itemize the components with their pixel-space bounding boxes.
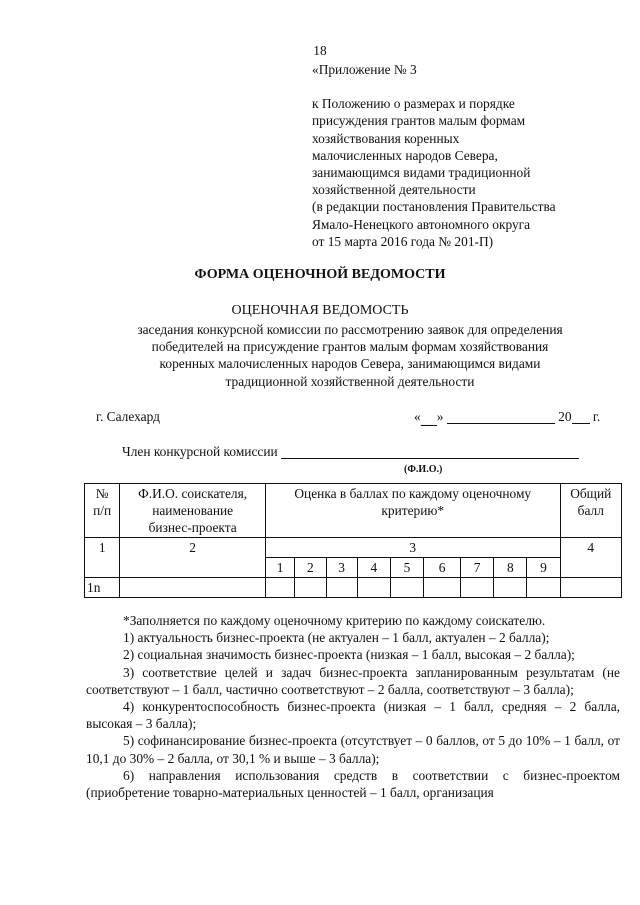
criterion-9: 9 — [527, 558, 560, 578]
criterion-note: 1) актуальность бизнес-проекта (не актуален – 1 балл, актуален – 2 балла); — [123, 630, 550, 646]
doc-subtitle — [60, 321, 640, 390]
year-suffix: г. — [592, 409, 601, 424]
appendix-line: (в редакции постановления Правительства — [312, 199, 556, 215]
page-number: 18 — [313, 43, 327, 58]
appendix-line: малочисленных народов Севера, — [312, 147, 498, 163]
criterion-7: 7 — [461, 558, 494, 578]
criterion-note: 5) софинансирование бизнес-проекта (отсутствует – 0 баллов, от 5 до 10% – 1 балл, от 10,1 до 30% – 2 балла, от 30,1 % и выше – 3 балла); — [86, 733, 620, 766]
appendix-line: присуждения грантов малым формам — [312, 113, 526, 129]
criterion-6: 6 — [424, 558, 461, 578]
appendix-line: хозяйственной деятельности — [312, 182, 476, 198]
form-title: ФОРМА ОЦЕНОЧНОЙ ВЕДОМОСТИ — [194, 267, 446, 282]
date-line — [414, 408, 600, 426]
appendix-line: от 15 марта 2016 года № 201-П) — [312, 233, 494, 249]
table-header-row — [85, 484, 622, 538]
column-number-row — [85, 538, 622, 558]
header-total: Общий балл — [560, 484, 621, 538]
city-label: г. Салехард — [96, 409, 160, 424]
appendix-line: хозяйствования коренных — [312, 130, 460, 146]
row-score-cell — [390, 578, 423, 598]
row-score-cell — [265, 578, 294, 598]
col-number-2: 2 — [120, 538, 266, 578]
row-number: 1n — [85, 578, 120, 598]
year-field — [572, 409, 590, 424]
header-name: Ф.И.О. соискателя, наименование бизнес-проекта — [120, 484, 266, 538]
criterion-note: 3) соответствие целей и задач бизнес-проекта запланированным результатам (не соответствуют – 1 балл, частично соответствуют – 2 балла, соответствуют – 3 балла); — [86, 664, 620, 697]
criterion-8: 8 — [494, 558, 527, 578]
row-score-cell — [494, 578, 527, 598]
year-prefix: 20 — [558, 409, 572, 424]
appendix-line: занимающимся видами традиционной — [312, 165, 531, 181]
fio-caption: (Ф.И.О.) — [404, 464, 443, 475]
score-table — [84, 483, 622, 598]
criterion-4: 4 — [357, 558, 390, 578]
appendix-block — [312, 61, 612, 250]
row-total-cell — [560, 578, 621, 598]
row-applicant-cell — [120, 578, 266, 598]
row-score-cell — [295, 578, 326, 598]
row-score-cell — [326, 578, 357, 598]
row-score-cell — [461, 578, 494, 598]
header-score: Оценка в баллах по каждому оценочному критерию* — [265, 484, 560, 538]
subtitle-line: традиционной хозяйственной деятельности — [225, 373, 475, 389]
col-number-3: 3 — [265, 538, 560, 558]
appendix-line: к Положению о размерах и порядке — [312, 96, 515, 112]
commission-member-label: Член конкурсной комиссии — [122, 444, 278, 459]
col-number-4: 4 — [560, 538, 621, 578]
criteria-notes — [86, 612, 620, 801]
appendix-line: Ямало-Ненецкого автономного округа — [312, 216, 531, 232]
subtitle-line: коренных малочисленных народов Севера, занимающимся видами — [159, 356, 541, 372]
header-num: № п/п — [85, 484, 120, 538]
criterion-note: 2) социальная значимость бизнес-проекта (низкая – 1 балл, высокая – 2 балла); — [123, 647, 575, 663]
month-field — [447, 409, 555, 424]
commission-member-line — [122, 443, 579, 460]
subtitle-line: победителей на присуждение грантов малым формам хозяйствования — [151, 339, 549, 355]
col-number-1: 1 — [85, 538, 120, 578]
row-score-cell — [527, 578, 560, 598]
footnote: *Заполняется по каждому оценочному критерию по каждому соискателю. — [123, 613, 546, 628]
row-score-cell — [357, 578, 390, 598]
criterion-note: 6) направления использования средств в соответствии с бизнес-проектом (приобретение товарно-материальных ценностей – 1 балл, организация — [86, 767, 620, 801]
doc-title: ОЦЕНОЧНАЯ ВЕДОМОСТЬ — [231, 303, 409, 318]
criterion-2: 2 — [295, 558, 326, 578]
criterion-3: 3 — [326, 558, 357, 578]
row-score-cell — [424, 578, 461, 598]
subtitle-line: заседания конкурсной комиссии по рассмотрению заявок для определения — [137, 322, 563, 337]
day-field: __ — [421, 411, 437, 426]
appendix-title: «Приложение № 3 — [312, 62, 417, 77]
criterion-note: 4) конкурентоспособность бизнес-проекта (низкая – 1 балл, средняя – 2 балла, высокая – 3 балла); — [86, 699, 620, 732]
criterion-5: 5 — [390, 558, 423, 578]
table-row — [85, 578, 622, 598]
date-close-quote: » — [436, 409, 444, 424]
commission-member-field — [281, 444, 579, 459]
criterion-1: 1 — [265, 558, 294, 578]
date-open-quote: « — [414, 409, 421, 424]
